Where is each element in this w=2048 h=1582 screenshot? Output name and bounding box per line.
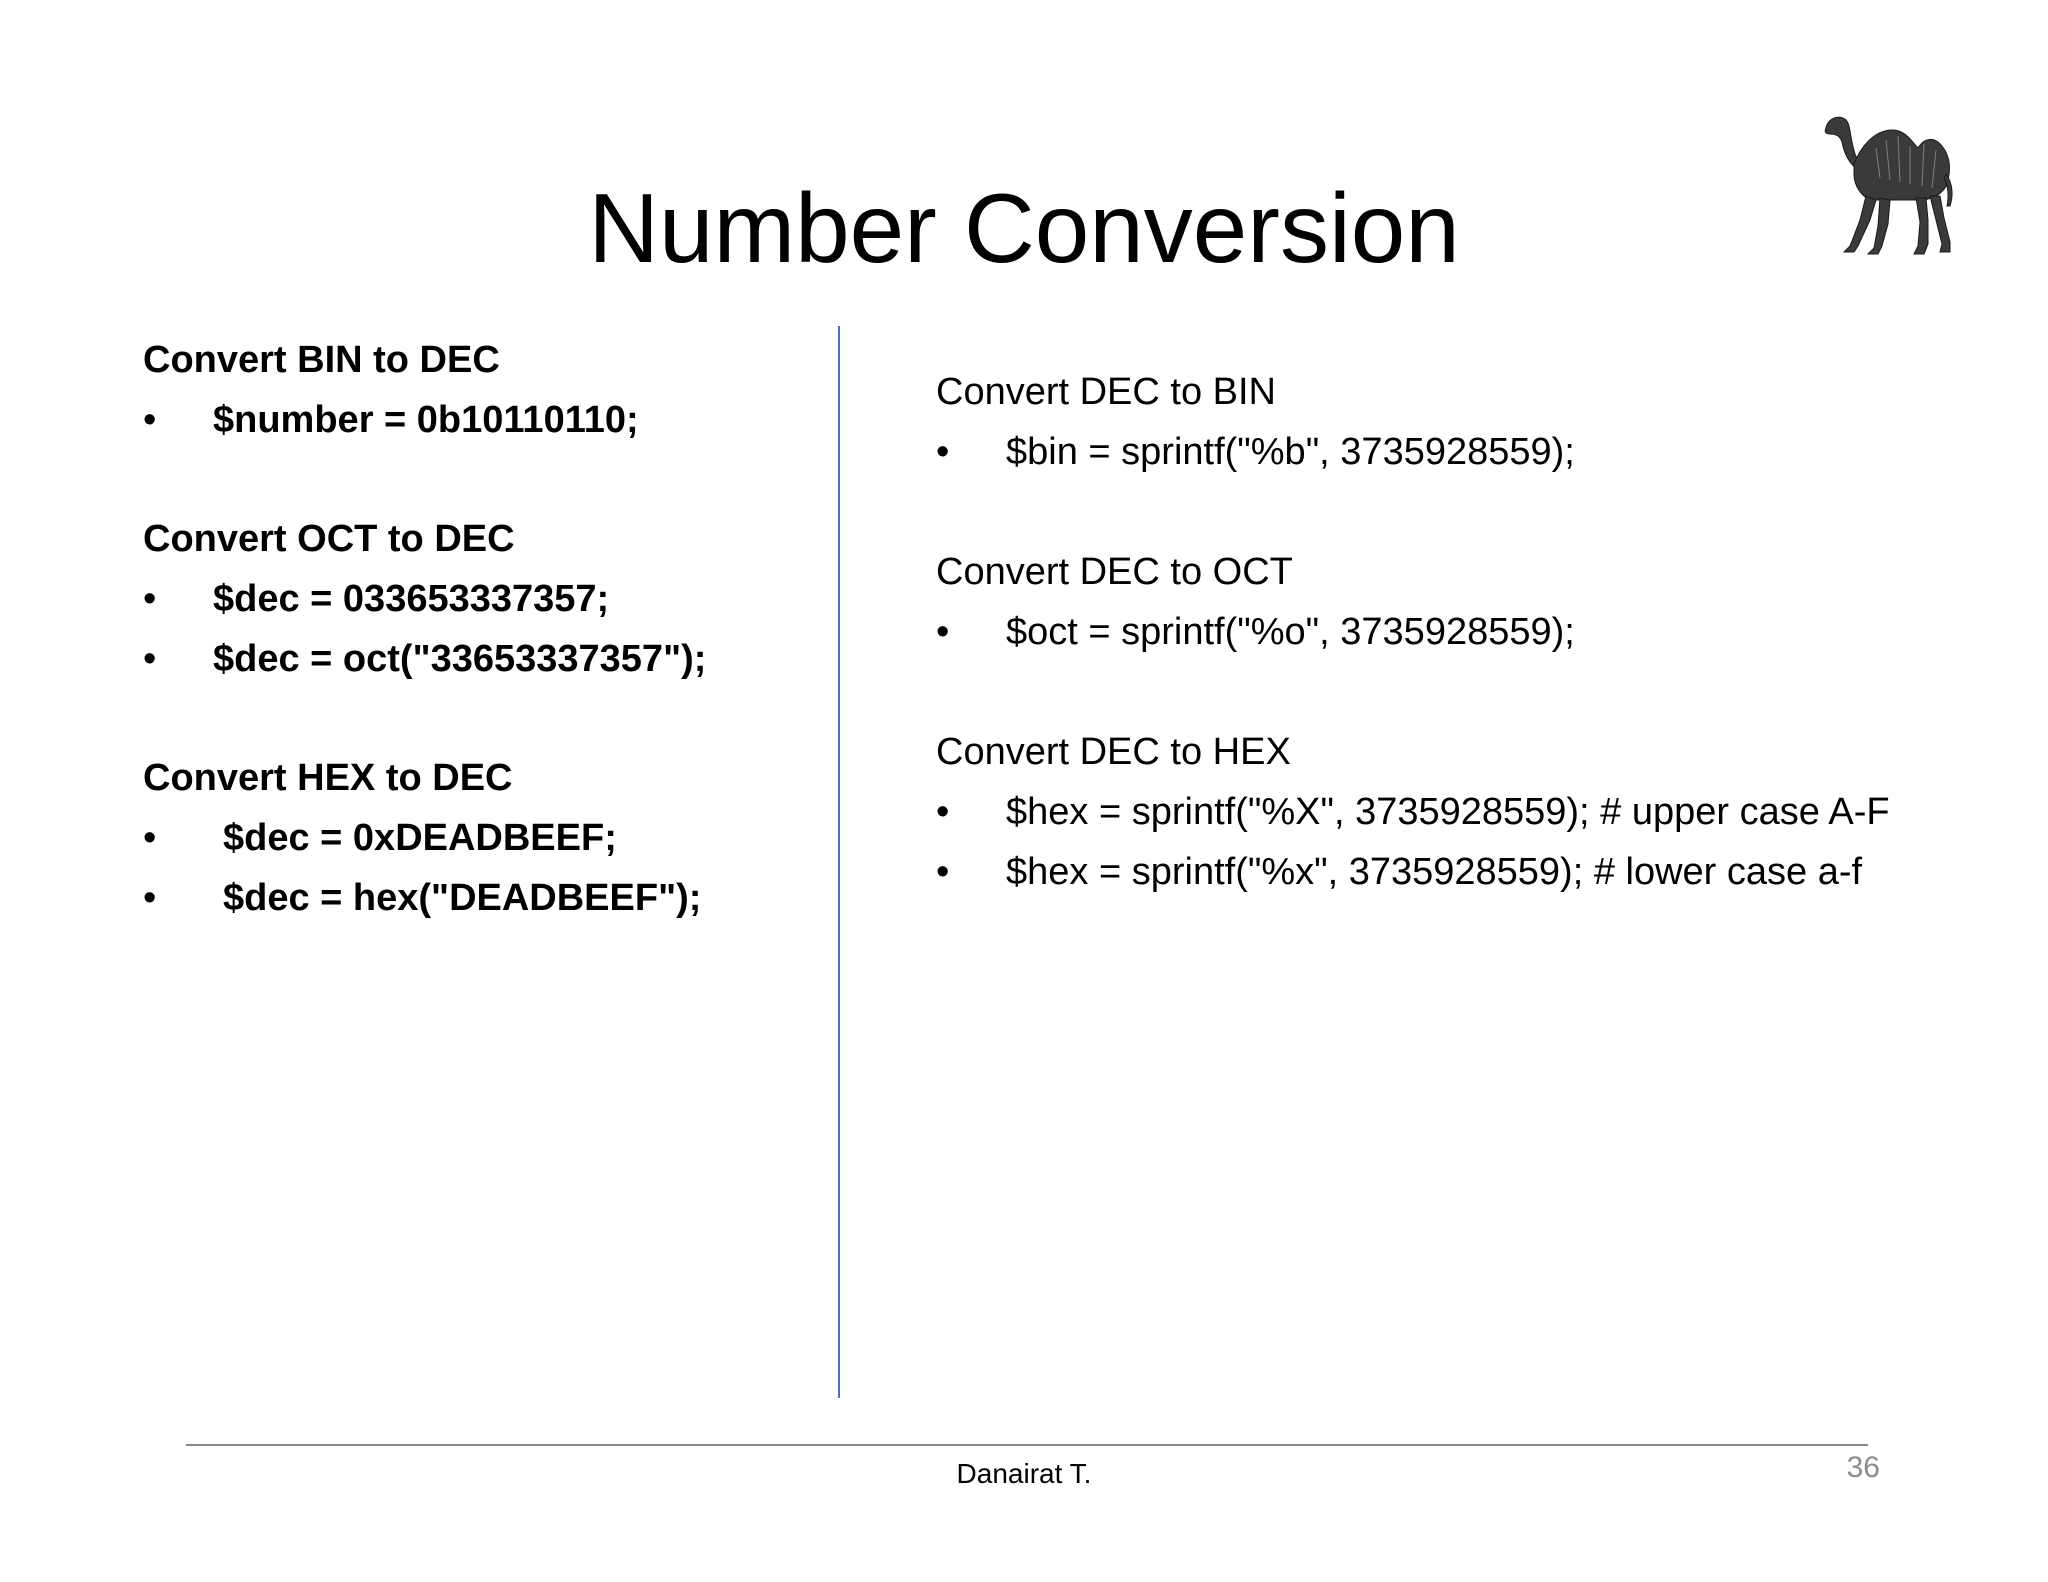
section-bin-to-dec [143, 330, 823, 450]
list-item [143, 808, 823, 868]
code-line: $dec = 033653337357; [213, 578, 610, 620]
section-dec-to-hex [936, 722, 1996, 902]
bullet-icon: • [936, 851, 950, 893]
code-line: $dec = oct("33653337357"); [213, 638, 707, 680]
section-heading: Convert DEC to OCT [936, 551, 1293, 593]
camel-icon [1820, 108, 1956, 256]
section-heading: Convert OCT to DEC [143, 518, 515, 560]
column-divider [838, 326, 840, 1398]
right-column [936, 362, 1996, 962]
list-item [143, 629, 823, 689]
page-number: 36 [1846, 1451, 1880, 1484]
bullet-icon: • [143, 817, 157, 859]
bullet-icon: • [143, 399, 157, 441]
section-dec-to-bin [936, 362, 1996, 482]
list-item [936, 782, 1996, 842]
section-heading: Convert DEC to HEX [936, 731, 1291, 773]
footer-author: Danairat T. [956, 1458, 1092, 1489]
code-line: $bin = sprintf("%b", 3735928559); [1006, 431, 1575, 473]
code-line: $dec = 0xDEADBEEF; [223, 817, 617, 859]
section-heading: Convert HEX to DEC [143, 757, 513, 799]
bullet-icon: • [143, 638, 157, 680]
section-dec-to-oct [936, 542, 1996, 662]
list-item [143, 868, 823, 928]
bullet-icon: • [143, 877, 157, 919]
left-column [143, 330, 823, 987]
code-line: $hex = sprintf("%x", 3735928559); # lower case a-f [1006, 851, 1863, 893]
code-line: $oct = sprintf("%o", 3735928559); [1006, 611, 1575, 653]
code-line: $number = 0b10110110; [213, 399, 639, 441]
list-item [143, 569, 823, 629]
list-item [936, 602, 1996, 662]
slide-title: Number Conversion [588, 173, 1460, 283]
bullet-icon: • [143, 578, 157, 620]
bullet-icon: • [936, 431, 950, 473]
code-line: $dec = hex("DEADBEEF"); [223, 877, 702, 919]
footer-divider [186, 1444, 1868, 1446]
section-heading: Convert DEC to BIN [936, 371, 1276, 413]
list-item [936, 842, 1996, 902]
list-item [936, 422, 1996, 482]
section-oct-to-dec [143, 509, 823, 689]
list-item [143, 390, 823, 450]
bullet-icon: • [936, 791, 950, 833]
bullet-icon: • [936, 611, 950, 653]
code-line: $hex = sprintf("%X", 3735928559); # upper case A-F [1006, 791, 1890, 833]
section-heading: Convert BIN to DEC [143, 339, 500, 381]
section-hex-to-dec [143, 748, 823, 928]
